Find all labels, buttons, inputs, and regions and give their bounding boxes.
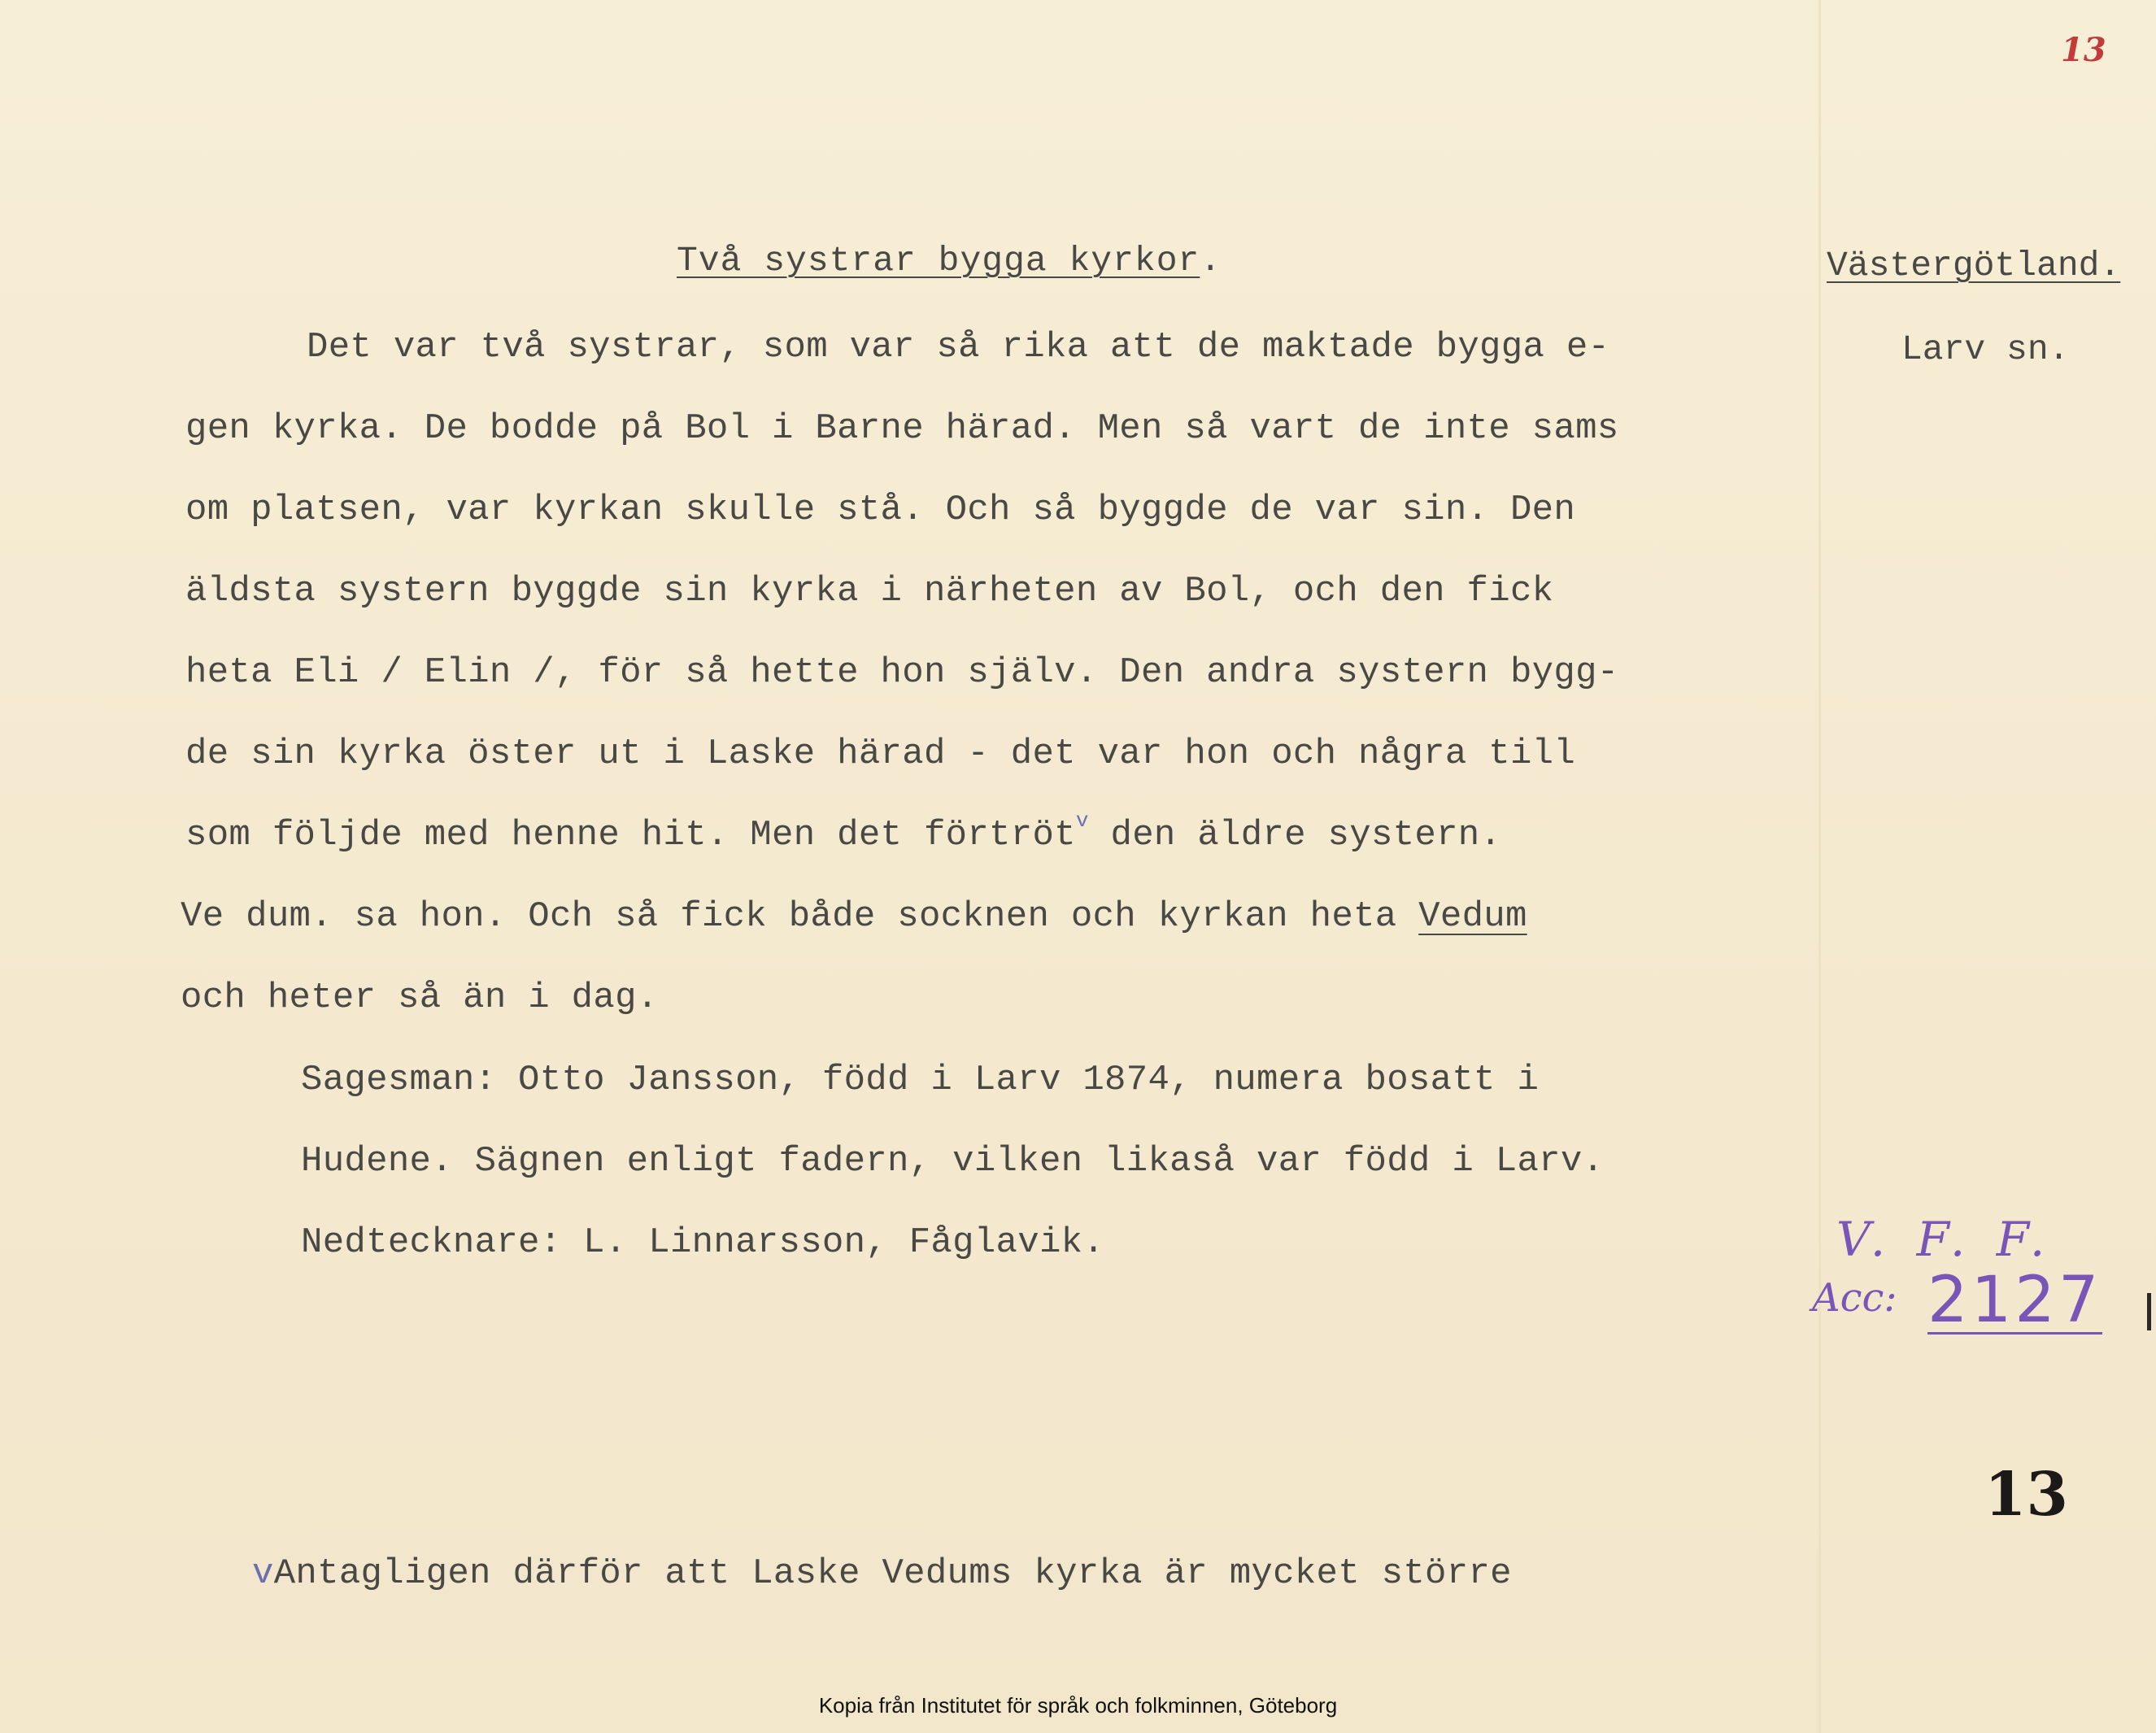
informant-line-2: Hudene. Sägnen enligt fadern, vilken likaså var född i Larv. <box>301 1141 1605 1182</box>
footnote-mark: v <box>252 1553 274 1594</box>
region-label: Västergötland. <box>1827 246 2121 285</box>
body-line-3: om platsen, var kyrkan skulle stå. Och så byggde de var sin. Den <box>185 490 1576 530</box>
body-line-2: gen kyrka. De bodde på Bol i Barne härad. Men så vart de inte sams <box>185 408 1619 449</box>
body-line-8-main: Ve dum. sa hon. Och så fick både socknen och kyrkan heta <box>181 896 1419 937</box>
informant-line: Sagesman: Otto Jansson, född i Larv 1874, numera bosatt i <box>301 1060 1540 1100</box>
document-title <box>677 241 1222 281</box>
footnote-text: Antagligen därför att Laske Vedums kyrka är mycket större <box>273 1553 1512 1594</box>
body-line-4: äldsta systern byggde sin kyrka i närheten av Bol, och den fick <box>185 571 1554 612</box>
vff-stamp: V. F. F. <box>1836 1212 2054 1267</box>
edge-mark <box>2147 1293 2151 1330</box>
body-line-1: Det var två systrar, som var så rika att de maktade bygga e- <box>307 327 1610 368</box>
insertion-mark: v <box>1075 808 1089 833</box>
recorder-line: Nedtecknare: L. Linnarsson, Fåglavik. <box>301 1222 1105 1263</box>
acc-label: Acc: <box>1812 1275 1897 1321</box>
body-line-7-main: som följde med henne hit. Men det förtröt <box>185 815 1076 856</box>
body-line-7 <box>185 808 1502 856</box>
margin-divider <box>1818 0 1821 1733</box>
page-number-black: 13 <box>1984 1460 2068 1530</box>
parish-label: Larv sn. <box>1901 329 2070 369</box>
body-line-9: och heter så än i dag. <box>181 978 659 1018</box>
title-period: . <box>1200 241 1222 281</box>
body-line-5: heta Eli / Elin /, för så hette hon själv. Den andra systern bygg- <box>185 652 1619 693</box>
title-text: Två systrar bygga kyrkor <box>677 241 1200 281</box>
vedum-underlined: Vedum <box>1418 896 1527 937</box>
body-line-6: de sin kyrka öster ut i Laske härad - det var hon och några till <box>185 734 1576 774</box>
body-line-7-rest: den äldre systern. <box>1088 815 1502 856</box>
footnote-line <box>252 1553 1512 1594</box>
archive-footer: Kopia från Institutet för språk och folkminnen, Göteborg <box>818 1693 1338 1718</box>
accession-number: 2127 <box>1927 1264 2102 1337</box>
body-line-8 <box>181 896 1527 937</box>
page-number-red: 13 <box>2061 31 2106 69</box>
